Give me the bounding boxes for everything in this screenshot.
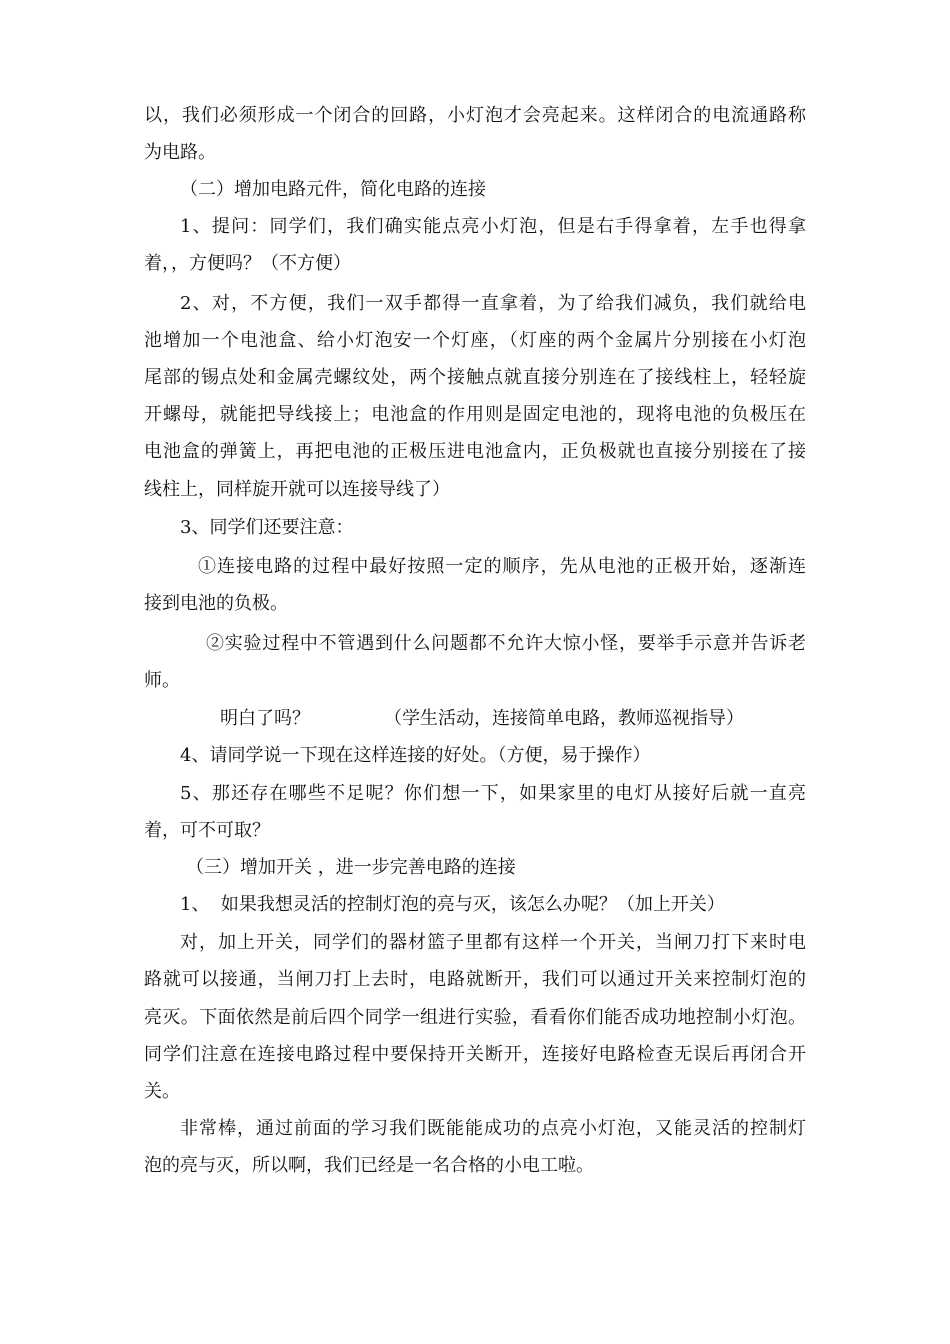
text-line: 1、 如果我想灵活的控制灯泡的亮与灭，该怎么办呢？（加上开关） — [180, 894, 725, 915]
text-line: 尾部的锡点处和金属壳螺纹处，两个接触点就直接分别连在了接线柱上，轻轻旋 — [144, 367, 806, 388]
text-line: ①连接电路的过程中最好按照一定的顺序，先从电池的正极开始，逐渐连 — [198, 556, 806, 577]
text-line: 开螺母，就能把导线接上；电池盒的作用则是固定电池的，现将电池的负极压在 — [144, 404, 806, 425]
text-line: 电池盒的弹簧上，再把电池的正极压进电池盒内，正负极就也直接分别接在了接 — [144, 441, 806, 462]
text-line: 非常棒，通过前面的学习我们既能能成功的点亮小灯泡，又能灵活的控制灯 — [180, 1118, 806, 1139]
text-line: 接到电池的负极。 — [144, 593, 288, 614]
text-line: 2、对，不方便，我们一双手都得一直拿着，为了给我们减负，我们就给电 — [180, 293, 806, 314]
text-line: 线柱上，同样旋开就可以连接导线了） — [144, 479, 450, 500]
section-heading: （三）增加开关 ，进一步完善电路的连接 — [186, 857, 516, 878]
text-line: 对，加上开关，同学们的器材篮子里都有这样一个开关，当闸刀打下来时电 — [180, 932, 806, 953]
text-line: 着，，方便吗？（不方便） — [144, 253, 351, 274]
text-line: 泡的亮与灭，所以啊，我们已经是一名合格的小电工啦。 — [144, 1155, 594, 1176]
text-line: 师。 — [144, 670, 180, 691]
text-line: 为电路。 — [144, 142, 216, 163]
text-line: 1、提问：同学们，我们确实能点亮小灯泡，但是右手得拿着，左手也得拿 — [180, 216, 806, 237]
text-line: 路就可以接通，当闸刀打上去时，电路就断开，我们可以通过开关来控制灯泡的 — [144, 969, 806, 990]
text-line: 亮灭。下面依然是前后四个同学一组进行实验，看看你们能否成功地控制小灯泡。 — [144, 1007, 806, 1028]
text-line: 同学们注意在连接电路过程中要保持开关断开，连接好电路检查无误后再闭合开 — [144, 1044, 806, 1065]
text-line: （学生活动，连接简单电路，教师巡视指导） — [384, 708, 744, 729]
text-line: 4、请同学说一下现在这样连接的好处。（方便，易于操作） — [180, 745, 651, 766]
text-line: 以，我们必须形成一个闭合的回路，小灯泡才会亮起来。这样闭合的电流通路称 — [144, 105, 806, 126]
section-heading: （二）增加电路元件，简化电路的连接 — [180, 179, 486, 200]
text-line: 关。 — [144, 1081, 180, 1102]
text-line: 明白了吗？ — [220, 708, 310, 729]
text-line: 着，可不可取？ — [144, 820, 270, 841]
text-line: 5、那还存在哪些不足呢？你们想一下，如果家里的电灯从接好后就一直亮 — [180, 783, 806, 804]
text-line: 池增加一个电池盒、给小灯泡安一个灯座，（灯座的两个金属片分别接在小灯泡 — [144, 330, 806, 351]
text-line: 3、同学们还要注意： — [180, 517, 354, 538]
text-line: ②实验过程中不管遇到什么问题都不允许大惊小怪，要举手示意并告诉老 — [206, 633, 806, 654]
